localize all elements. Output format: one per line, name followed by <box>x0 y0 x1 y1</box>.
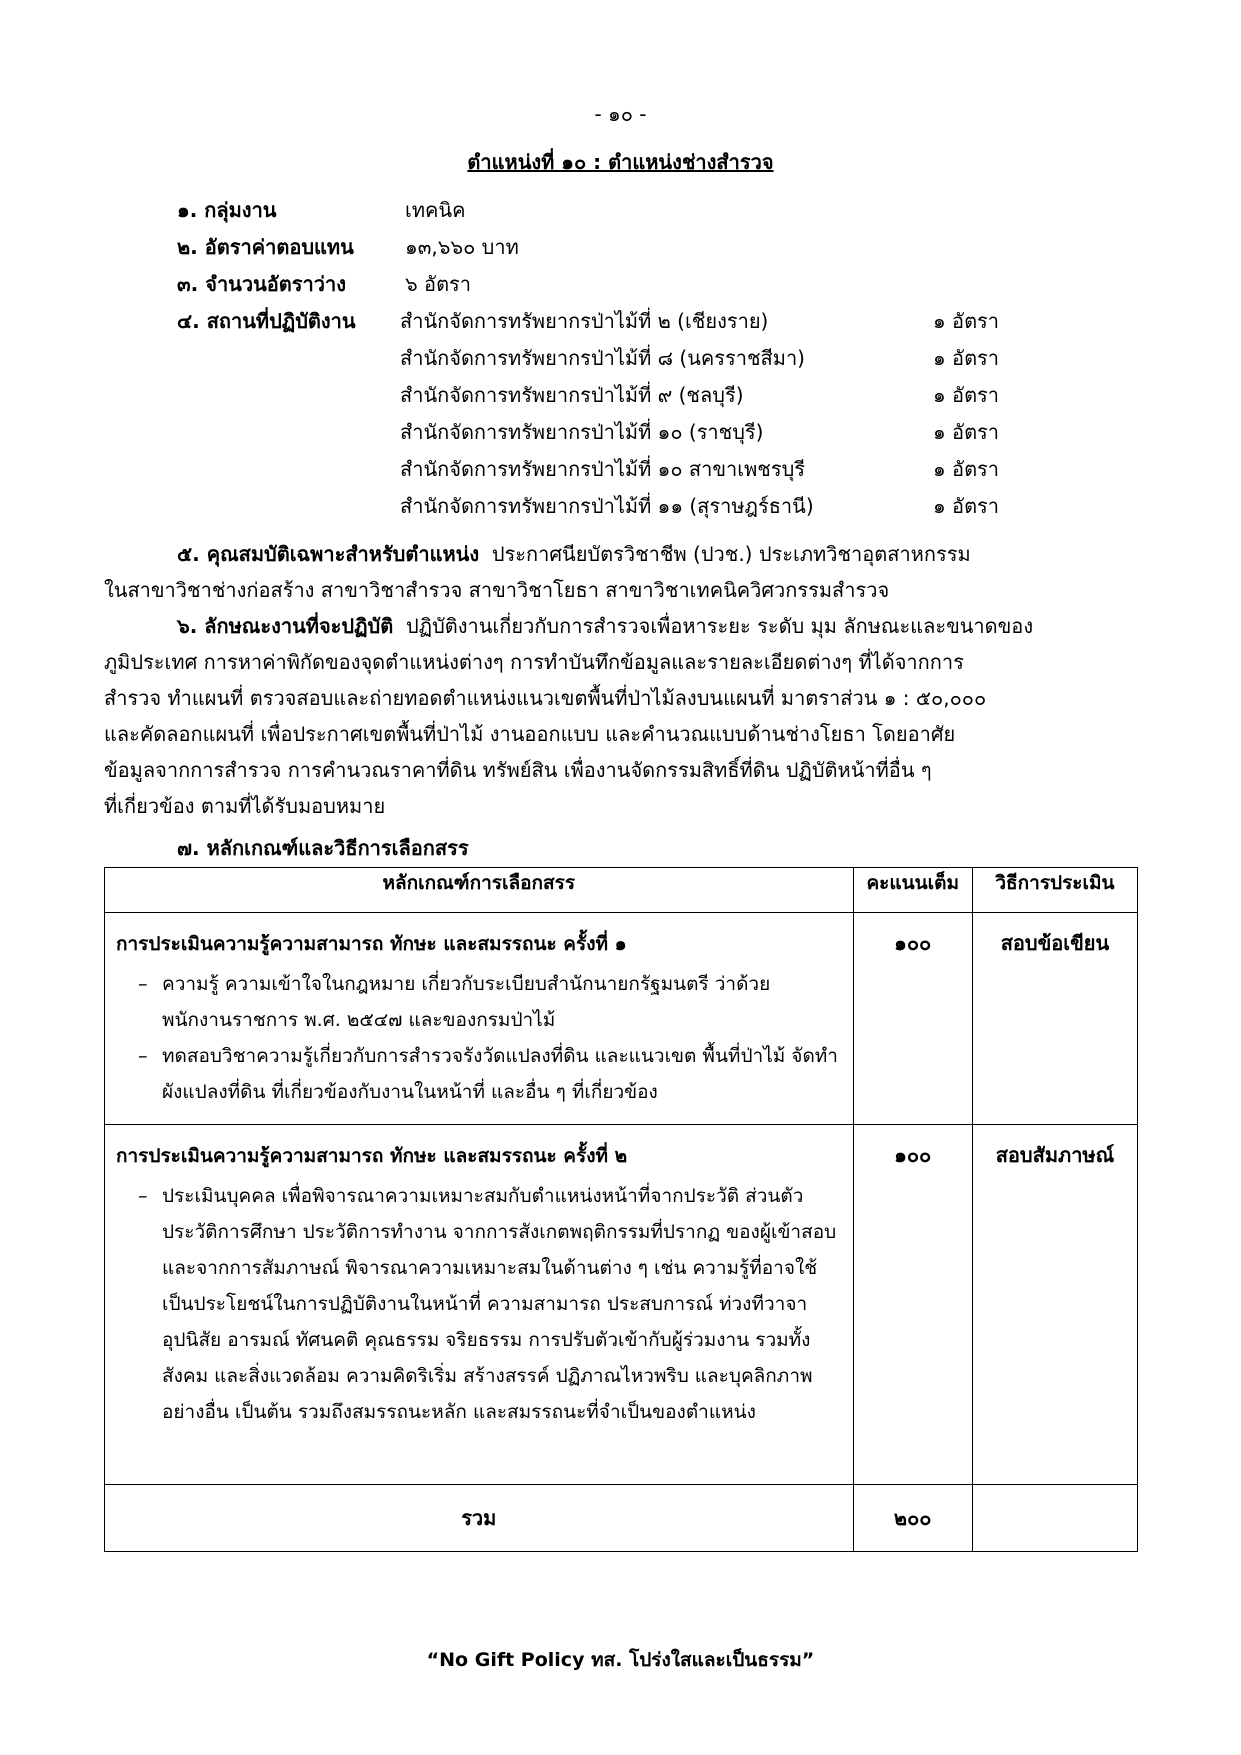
criteria-item-text: ทดสอบวิชาความรู้เกี่ยวกับการสำรวจรังวัดแปลงที่ดิน และแนวเขต พื้นที่ป่าไม้ จัดทำผังแปลงที่ดิน ที่เกี่ยวข้องกับงานในหน้าที่ และอื่น ๆ ที่เกี่ยวข้อง <box>162 1045 838 1103</box>
field-label: ๒. อัตราค่าตอบแทน <box>177 235 354 259</box>
criteria-item: – ความรู้ ความเข้าใจในกฎหมาย เกี่ยวกับระเบียบสำนักนายกรัฐมนตรี ว่าด้วย พนักงานราชการ พ.ศ. ๒๕๔๗ และของกรมป่าไม้ <box>138 973 771 1031</box>
criteria-item-text: ความรู้ ความเข้าใจในกฎหมาย เกี่ยวกับระเบียบสำนักนายกรัฐมนตรี ว่าด้วย พนักงานราชการ พ.ศ. ๒๕๔๗ และของกรมป่าไม้ <box>162 973 771 1031</box>
duties-line: ภูมิประเทศ การหาค่าพิกัดของจุดตำแหน่งต่างๆ การทำบันทึกข้อมูลและรายละเอียดต่างๆ ที่ได้จากการ <box>104 650 964 674</box>
total-label: รวม <box>105 1485 854 1552</box>
qualification-label: ๕. คุณสมบัติเฉพาะสำหรับตำแหน่ง <box>177 542 480 566</box>
workplace-office: สำนักจัดการทรัพยากรป่าไม้ที่ ๑๑ (สุราษฎร์ธานี) <box>400 494 814 518</box>
criteria-item-text: ประเมินบุคคล เพื่อพิจารณาความเหมาะสมกับตำแหน่งหน้าที่จากประวัติ ส่วนตัวประวัติการศึกษา ประวัติการทำงาน จากการสังเกตพฤติกรรมที่ปรากฏ ของผู้เข้าสอบและจากการสัมภาษณ์ พิจารณาความเหมาะสมในด้านต่าง ๆ เช่น ความรู้ที่อาจใช้เป็นประโยชน์ในการปฏิบัติงานในหน้าที่ ความสามารถ ประสบการณ์ ท่วงทีวาจา อุปนิสัย อารมณ์ ทัศนคติ คุณธรรม จริยธรรม การปรับตัวเข้ากับผู้ร่วมงาน รวมทั้งสังคม และสิ่งแวดล้อม ความคิดริเริ่ม สร้างสรรค์ ปฏิภาณไหวพริบ และบุคลิกภาพอย่างอื่น เป็นต้น รวมถึงสมรรถนะหลัก และสมรรถนะที่จำเป็นของตำแหน่ง <box>162 1185 837 1423</box>
workplace-rate: ๑ อัตรา <box>933 420 1000 444</box>
score-cell: ๑๐๐ <box>853 913 972 1125</box>
duties-line <box>177 608 1033 644</box>
workplace-office: สำนักจัดการทรัพยากรป่าไม้ที่ ๑๐ สาขาเพชรบุรี <box>400 457 805 481</box>
method-cell: สอบข้อเขียน <box>972 913 1137 1125</box>
method-cell: สอบสัมภาษณ์ <box>972 1125 1137 1485</box>
field-value: ๖ อัตรา <box>405 272 472 296</box>
page-number: - ๑๐ - <box>594 102 647 126</box>
workplace-rate: ๑ อัตรา <box>933 346 1000 370</box>
header-method: วิธีการประเมิน <box>972 868 1137 913</box>
workplace-rate: ๑ อัตรา <box>933 309 1000 333</box>
duties-line: ที่เกี่ยวข้อง ตามที่ได้รับมอบหมาย <box>104 794 386 818</box>
total-score: ๒๐๐ <box>853 1485 972 1552</box>
workplace-rate: ๑ อัตรา <box>933 494 1000 518</box>
score-cell: ๑๐๐ <box>853 1125 972 1485</box>
field-value: เทคนิค <box>405 198 466 222</box>
criteria-title: ๗. หลักเกณฑ์และวิธีการเลือกสรร <box>177 836 469 860</box>
criteria-item: – ทดสอบวิชาความรู้เกี่ยวกับการสำรวจรังวัดแปลงที่ดิน และแนวเขต พื้นที่ป่าไม้ จัดทำผังแปลงที่ดิน ที่เกี่ยวข้องกับงานในหน้าที่ และอื่น ๆ ที่เกี่ยวข้อง <box>138 1045 838 1103</box>
criteria-row-title: การประเมินความรู้ความสามารถ ทักษะ และสมรรถนะ ครั้งที่ ๒ <box>116 1145 628 1167</box>
duties-line: ข้อมูลจากการสำรวจ การคำนวณราคาที่ดิน ทรัพย์สิน เพื่องานจัดกรรมสิทธิ์ที่ดิน ปฏิบัติหน้าที่อื่น ๆ <box>104 758 932 782</box>
total-row <box>105 1485 1138 1552</box>
criteria-row-title: การประเมินความรู้ความสามารถ ทักษะ และสมรรถนะ ครั้งที่ ๑ <box>116 933 627 955</box>
field-label: ๓. จำนวนอัตราว่าง <box>177 272 346 296</box>
table-header-row <box>105 868 1138 913</box>
workplace-office: สำนักจัดการทรัพยากรป่าไม้ที่ ๘ (นครราชสีมา) <box>400 346 805 370</box>
workplace-rate: ๑ อัตรา <box>933 457 1000 481</box>
duties-line: และคัดลอกแผนที่ เพื่อประกาศเขตพื้นที่ป่าไม้ งานออกแบบ และคำนวณแบบด้านช่างโยธา โดยอาศัย <box>104 722 956 746</box>
field-label: ๑. กลุ่มงาน <box>177 198 277 222</box>
criteria-cell <box>105 913 854 1125</box>
position-title: ตำแหน่งที่ ๑๐ : ตำแหน่งช่างสำรวจ <box>467 150 774 174</box>
table-row <box>105 913 1138 1125</box>
duties-label: ๖. ลักษณะงานที่จะปฏิบัติ <box>177 614 394 638</box>
header-criteria: หลักเกณฑ์การเลือกสรร <box>105 868 854 913</box>
qualification-line-2: ในสาขาวิชาช่างก่อสร้าง สาขาวิชาสำรวจ สาขาวิชาโยธา สาขาวิชาเทคนิควิศวกรรมสำรวจ <box>104 578 890 602</box>
duties-line: สำรวจ ทำแผนที่ ตรวจสอบและถ่ายทอดตำแหน่งแนวเขตพื้นที่ป่าไม้ลงบนแผนที่ มาตราส่วน ๑ : ๕๐,๐๐๐ <box>104 686 987 710</box>
workplace-rate: ๑ อัตรา <box>933 383 1000 407</box>
workplace-office: สำนักจัดการทรัพยากรป่าไม้ที่ ๒ (เชียงราย) <box>400 309 769 333</box>
field-value: ๑๓,๖๖๐ บาท <box>405 235 519 259</box>
footer-slogan: “No Gift Policy ทส. โปร่งใสและเป็นธรรม” <box>426 1649 815 1671</box>
duties-text: ปฏิบัติงานเกี่ยวกับการสำรวจเพื่อหาระยะ ระดับ มุม ลักษณะและขนาดของ <box>405 614 1034 638</box>
total-method-cell <box>972 1485 1137 1552</box>
qualification-text: ประกาศนียบัตรวิชาชีพ (ปวช.) ประเภทวิชาอุตสาหกรรม <box>491 542 971 566</box>
header-score: คะแนนเต็ม <box>853 868 972 913</box>
criteria-item: – ประเมินบุคคล เพื่อพิจารณาความเหมาะสมกับตำแหน่งหน้าที่จากประวัติ ส่วนตัวประวัติการศึกษา ประวัติการทำงาน จากการสังเกตพฤติกรรมที่ปรากฏ ของผู้เข้าสอบและจากการสัมภาษณ์ พิจารณาความเหมาะสมในด้านต่าง ๆ เช่น ความรู้ที่อาจใช้เป็นประโยชน์ในการปฏิบัติงานในหน้าที่ ความสามารถ ประสบการณ์ ท่วงทีวาจา อุปนิสัย อารมณ์ ทัศนคติ คุณธรรม จริยธรรม การปรับตัวเข้ากับผู้ร่วมงาน รวมทั้งสังคม และสิ่งแวดล้อม ความคิดริเริ่ม สร้างสรรค์ ปฏิภาณไหวพริบ และบุคลิกภาพอย่างอื่น เป็นต้น รวมถึงสมรรถนะหลัก และสมรรถนะที่จำเป็นของตำแหน่ง <box>138 1185 837 1423</box>
criteria-table <box>104 867 1138 1552</box>
criteria-cell <box>105 1125 854 1485</box>
qualification-line <box>177 536 971 572</box>
workplace-label: ๔. สถานที่ปฏิบัติงาน <box>177 309 356 333</box>
workplace-office: สำนักจัดการทรัพยากรป่าไม้ที่ ๑๐ (ราชบุรี) <box>400 420 764 444</box>
workplace-office: สำนักจัดการทรัพยากรป่าไม้ที่ ๙ (ชลบุรี) <box>400 383 744 407</box>
table-row <box>105 1125 1138 1485</box>
